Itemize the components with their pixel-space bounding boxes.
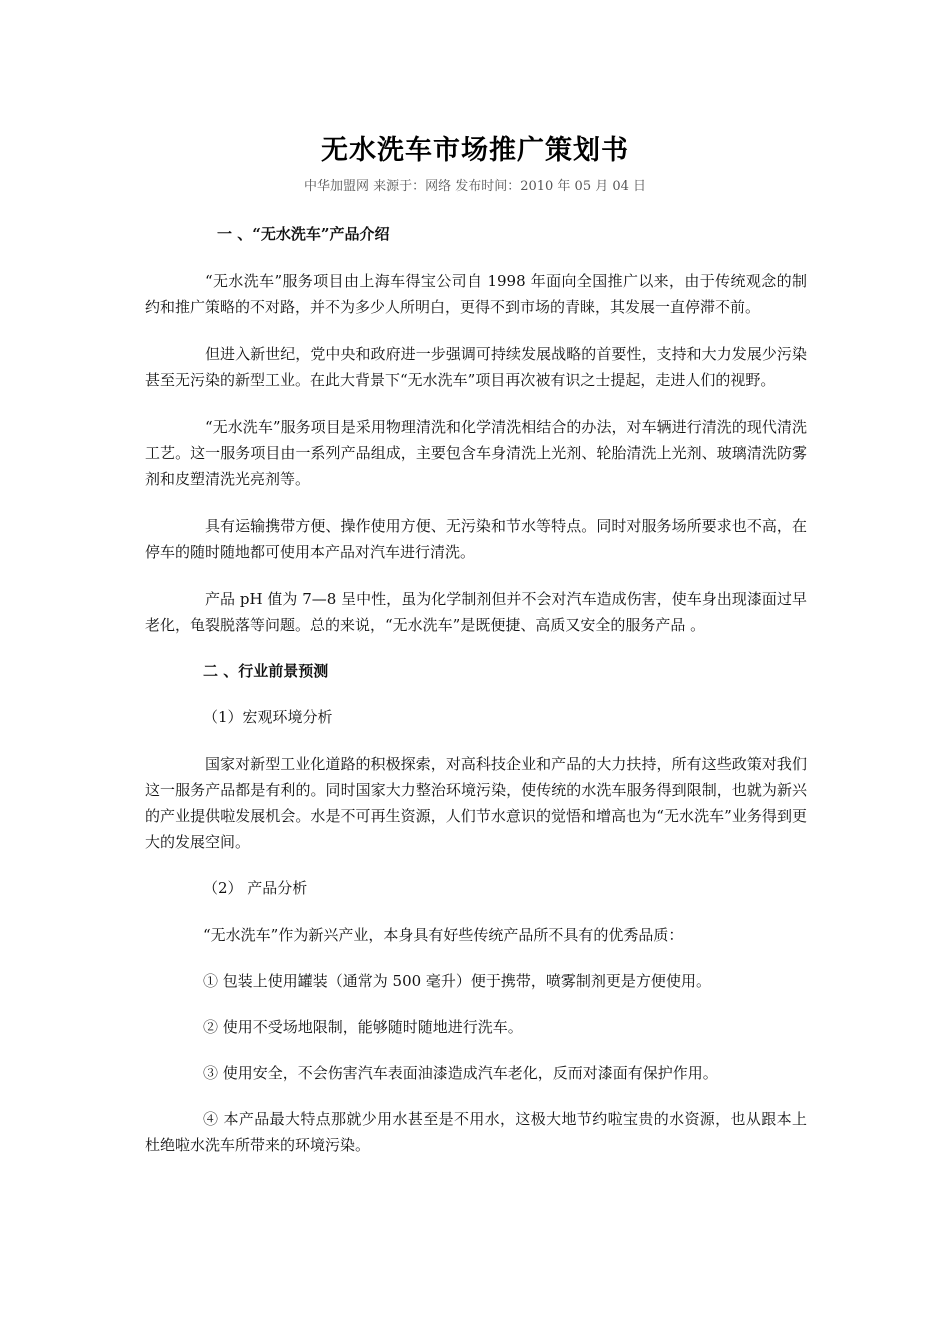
- subsection-label-macro-environment: （1）宏观环境分析: [203, 708, 333, 726]
- paragraph: 国家对新型工业化道路的积极探索，对高科技企业和产品的大力扶持，所有这些政策对我们这一服务产品都是有利的。同时国家大力整治环境污染，使传统的水洗车服务得到限制，也就为新兴的产业提供啦发展机会。水是不可再生资源，人们节水意识的觉悟和增高也为“无水洗车”业务得到更大的发展空间。: [145, 755, 807, 851]
- section-heading-product-intro: 一 、“无水洗车”产品介绍: [217, 225, 390, 243]
- paragraph: 具有运输携带方便、操作使用方便、无污染和节水等特点。同时对服务场所要求也不高，在停车的随时随地都可使用本产品对汽车进行清洗。: [145, 517, 807, 561]
- list-item: ① 包装上使用罐装（通常为 500 毫升）便于携带，喷雾制剂更是方便使用。: [203, 972, 711, 990]
- document-title: 无水洗车市场推广策划书: [321, 135, 629, 166]
- paragraph: 但进入新世纪，党中央和政府进一步强调可持续发展战略的首要性，支持和大力发展少污染甚至无污染的新型工业。在此大背景下“无水洗车”项目再次被有识之士提起，走进人们的视野。: [145, 345, 807, 389]
- subsection-label-product-analysis: （2） 产品分析: [203, 879, 308, 897]
- list-item: ② 使用不受场地限制，能够随时随地进行洗车。: [203, 1018, 523, 1036]
- paragraph: “无水洗车”服务项目是采用物理清洗和化学清洗相结合的办法，对车辆进行清洗的现代清洗工艺。这一服务项目由一系列产品组成，主要包含车身清洗上光剂、轮胎清洗上光剂、玻璃清洗防雾剂和皮塑清洗光亮剂等。: [145, 418, 807, 488]
- paragraph: “无水洗车”服务项目由上海车得宝公司自 1998 年面向全国推广以来，由于传统观念的制约和推广策略的不对路，并不为多少人所明白，更得不到市场的青睐，其发展一直停滞不前。: [145, 272, 807, 316]
- paragraph: 产品 pH 值为 7—8 呈中性，虽为化学制剂但并不会对汽车造成伤害，使车身出现漆面过早老化，龟裂脱落等问题。总的来说，“无水洗车”是既便捷、高质又安全的服务产品 。: [145, 590, 807, 634]
- section-heading-industry-outlook: 二 、行业前景预测: [203, 662, 329, 680]
- list-item: ④ 本产品最大特点那就少用水甚至是不用水，这极大地节约啦宝贵的水资源，也从跟本上杜绝啦水洗车所带来的环境污染。: [145, 1110, 807, 1154]
- document-body: [145, 222, 807, 1178]
- paragraph: “无水洗车”作为新兴产业，本身具有好些传统产品所不具有的优秀品质：: [203, 926, 684, 944]
- document-meta: 中华加盟网 来源于：网络 发布时间：2010 年 05 月 04 日: [303, 179, 647, 194]
- list-item: ③ 使用安全，不会伤害汽车表面油漆造成汽车老化，反而对漆面有保护作用。: [203, 1064, 718, 1082]
